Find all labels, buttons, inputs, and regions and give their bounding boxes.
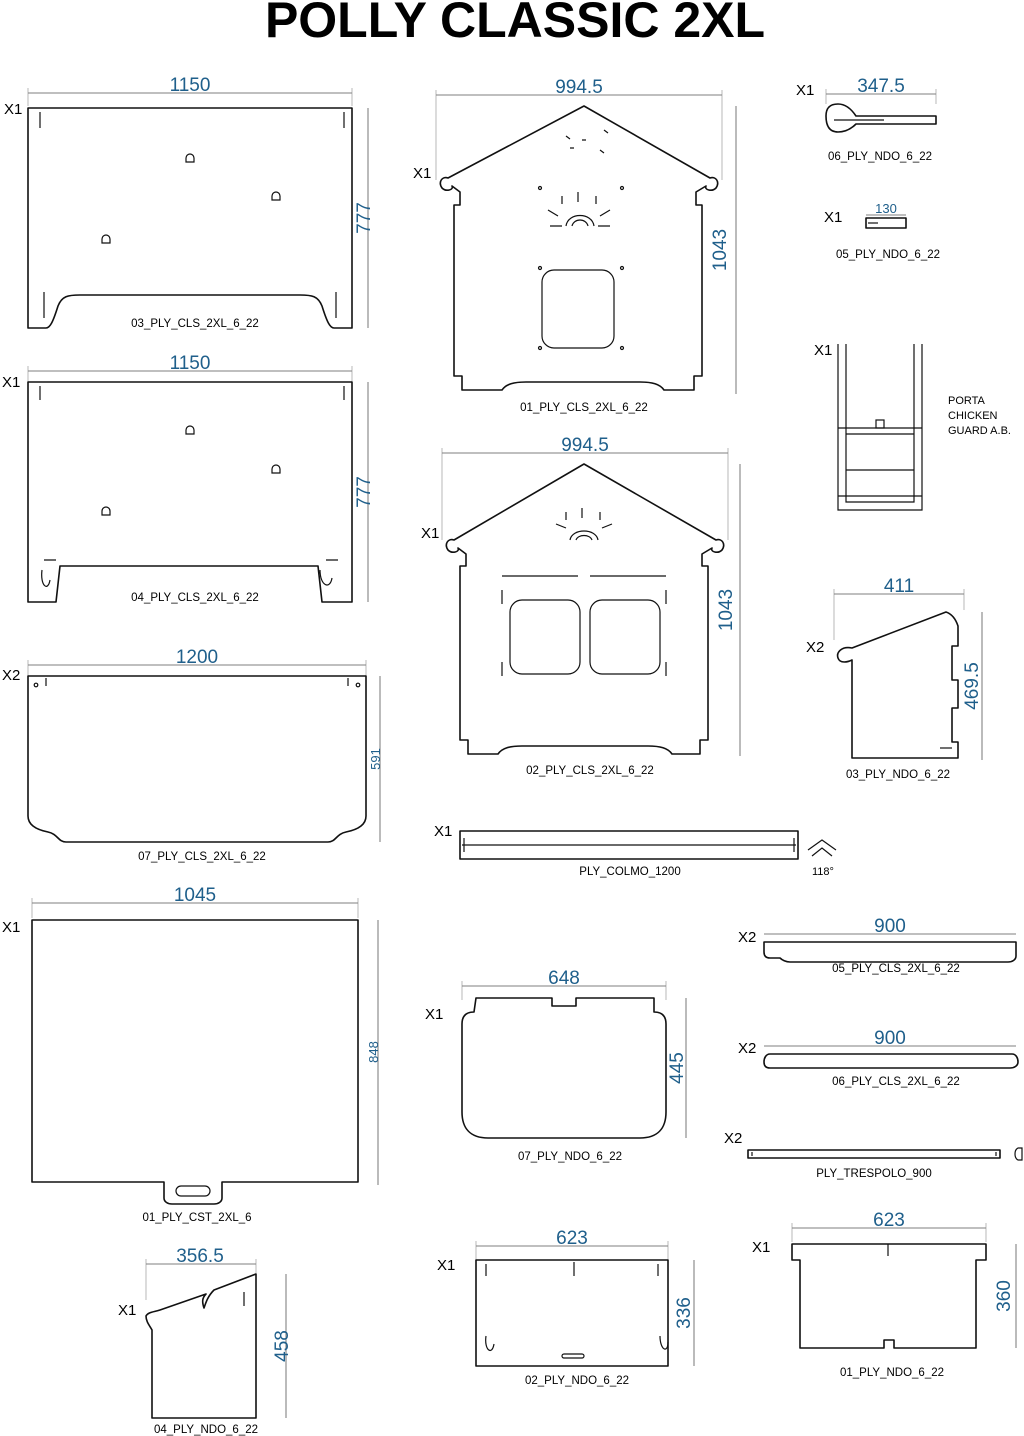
panel-outline: [462, 998, 666, 1138]
ventilation-slots: [566, 130, 608, 153]
guard-latch: [876, 420, 884, 428]
part-code: 01_PLY_CLS_2XL_6_22: [520, 402, 648, 414]
panel-outline: [28, 676, 366, 842]
pilot-hole: [356, 683, 360, 687]
height-label: 445: [667, 1052, 688, 1084]
quantity-label: X1: [2, 919, 21, 936]
quantity-label: X1: [4, 101, 23, 118]
perch-outline: [748, 1150, 1000, 1158]
part-code: 02_PLY_CLS_2XL_6_22: [526, 765, 654, 777]
part-05-ply-ndo: [824, 201, 940, 261]
width-label: 411: [883, 576, 915, 597]
height-label: 336: [674, 1297, 695, 1329]
quantity-label: X1: [425, 1006, 444, 1023]
panel-outline: [838, 612, 958, 758]
guard-rails: [838, 428, 922, 496]
height-label: 591: [368, 748, 383, 770]
quantity-label: X2: [738, 929, 757, 946]
part-code: 05_PLY_CLS_2XL_6_22: [832, 963, 960, 975]
width-label: 648: [548, 968, 580, 989]
panel-outline: [476, 1260, 668, 1366]
pilot-hole: [621, 347, 624, 350]
part-code: 01_PLY_NDO_6_22: [840, 1367, 944, 1379]
part-06-ply-cls-2xl: [738, 1028, 1018, 1088]
width-label: 130: [875, 201, 897, 216]
slot-cuts: [40, 386, 344, 586]
part-code: 03_PLY_CLS_2XL_6_22: [131, 318, 259, 330]
part-07-ply-cls-2xl: [2, 647, 383, 863]
width-label: 1150: [169, 75, 211, 96]
width-label: 1045: [173, 885, 217, 906]
pilot-hole: [621, 187, 624, 190]
width-label: 1200: [175, 647, 219, 668]
note-line-3: GUARD A.B.: [948, 425, 1011, 437]
note-line-2: CHICKEN: [948, 410, 998, 422]
rail-outline: [764, 1054, 1018, 1068]
guard-frame: [838, 344, 922, 510]
part-01-ply-cls-2xl: [413, 77, 736, 414]
slot-cuts: [46, 678, 348, 686]
quantity-label: X1: [2, 374, 21, 391]
sun-decoration: [556, 508, 612, 540]
part-code: 01_PLY_CST_2XL_6: [142, 1212, 252, 1224]
quantity-label: X1: [421, 525, 440, 542]
width-label: 994.5: [555, 77, 603, 98]
window-opening-left: [510, 600, 580, 674]
part-code: PLY_TRESPOLO_900: [816, 1168, 932, 1180]
width-label: 994.5: [561, 435, 609, 456]
screw-holes: [102, 426, 280, 515]
part-code: 04_PLY_CLS_2XL_6_22: [131, 592, 259, 604]
sheet-title: POLLY CLASSIC 2XL: [264, 0, 766, 48]
quantity-label: X1: [814, 342, 833, 359]
window-opening-right: [590, 600, 660, 674]
height-label: 777: [354, 476, 375, 508]
part-code: 07_PLY_NDO_6_22: [518, 1151, 622, 1163]
part-02-ply-cls-2xl: [421, 435, 740, 777]
rail-slots: [502, 576, 666, 676]
bottom-slot: [562, 1354, 584, 1358]
width-label: 1150: [169, 353, 211, 374]
quantity-label: X2: [806, 639, 825, 656]
height-label: 1043: [716, 588, 737, 632]
width-label: 356.5: [176, 1246, 224, 1267]
height-label: 777: [354, 202, 375, 234]
part-code: 07_PLY_CLS_2XL_6_22: [138, 851, 266, 863]
pilot-hole: [621, 267, 624, 270]
height-label: 848: [366, 1041, 381, 1063]
width-label: 347.5: [857, 76, 905, 97]
part-02-ply-ndo: [437, 1228, 695, 1387]
pilot-hole: [539, 267, 542, 270]
quantity-label: X1: [437, 1257, 456, 1274]
panel-outline: [146, 1274, 256, 1418]
screw-holes: [102, 154, 280, 243]
ridge-angle-icon: [808, 840, 836, 856]
quantity-label: X1: [752, 1239, 771, 1256]
part-01-ply-ndo: [752, 1210, 1016, 1379]
width-label: 623: [556, 1228, 588, 1249]
quantity-label: X1: [413, 165, 432, 182]
quantity-label: X1: [118, 1302, 137, 1319]
part-ply-colmo-1200: [434, 823, 836, 878]
sun-decoration: [548, 192, 610, 226]
part-code: 03_PLY_NDO_6_22: [846, 769, 950, 781]
part-05-ply-cls-2xl: [738, 916, 1016, 975]
quantity-label: X1: [434, 823, 453, 840]
height-label: 360: [994, 1280, 1015, 1312]
part-03-ply-ndo: [806, 576, 983, 781]
quantity-label: X1: [796, 82, 815, 99]
pilot-hole: [539, 187, 542, 190]
part-code: 05_PLY_NDO_6_22: [836, 249, 940, 261]
note-line-1: PORTA: [948, 395, 985, 407]
part-03-ply-cls-2xl: [4, 75, 375, 330]
height-label: 458: [272, 1330, 293, 1362]
width-label: 900: [874, 1028, 906, 1049]
part-code: 06_PLY_NDO_6_22: [828, 151, 932, 163]
perch-notches: [752, 1152, 996, 1156]
pilot-hole: [34, 683, 38, 687]
ridge-angle-label: 118°: [812, 866, 834, 878]
height-label: 469.5: [962, 662, 983, 710]
panel-outline: [32, 920, 358, 1204]
width-label: 900: [874, 916, 906, 937]
slot-cuts: [486, 1262, 668, 1350]
part-01-ply-cst-2xl: [2, 885, 381, 1224]
handle-cutout: [176, 1186, 210, 1196]
quantity-label: X2: [2, 667, 21, 684]
part-code: PLY_COLMO_1200: [579, 866, 681, 878]
pilot-hole: [539, 347, 542, 350]
rail-outline: [764, 942, 1016, 962]
part-code: 06_PLY_CLS_2XL_6_22: [832, 1076, 960, 1088]
quantity-label: X2: [738, 1040, 757, 1057]
part-code: 04_PLY_NDO_6_22: [154, 1424, 258, 1436]
quantity-label: X1: [824, 209, 843, 226]
part-07-ply-ndo: [425, 968, 688, 1163]
latch-outline: [826, 104, 936, 132]
part-06-ply-ndo: [796, 76, 936, 163]
part-04-ply-cls-2xl: [2, 353, 375, 604]
panel-outline: [28, 382, 352, 602]
door-opening: [542, 270, 614, 348]
panel-outline: [28, 108, 352, 328]
width-label: 623: [873, 1210, 905, 1231]
house-outline: [446, 464, 723, 754]
part-04-ply-ndo: [118, 1246, 293, 1436]
part-ply-trespolo-900: [724, 1130, 1022, 1180]
part-code: 02_PLY_NDO_6_22: [525, 1375, 629, 1387]
height-label: 1043: [710, 228, 731, 272]
perch-end-profile: [1015, 1148, 1022, 1160]
quantity-label: X2: [724, 1130, 743, 1147]
slot-cuts: [40, 112, 344, 318]
panel-outline: [792, 1244, 986, 1348]
part-porta-chicken-guard: [814, 342, 1011, 510]
